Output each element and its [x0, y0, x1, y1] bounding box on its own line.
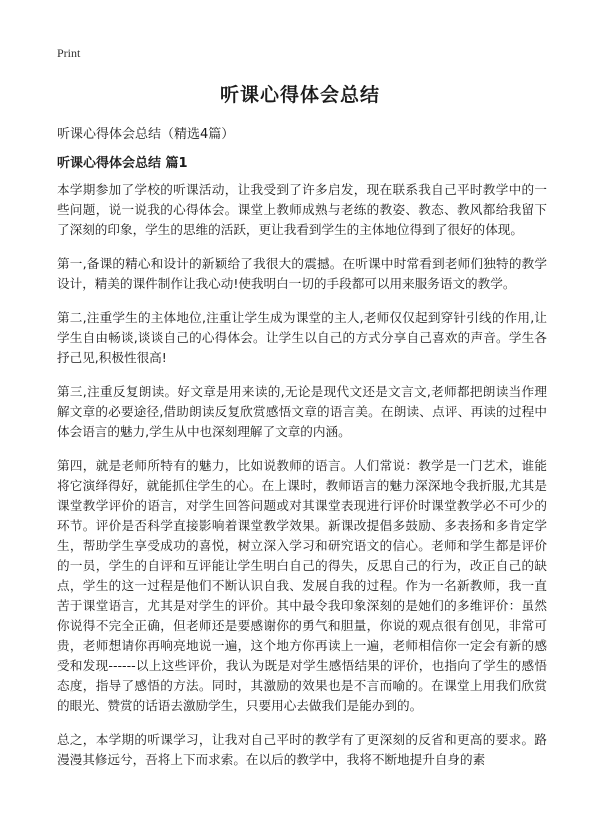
paragraph-fourth-point: 第四，就是老师所特有的魅力，比如说教师的语言。人们常说：教学是一门艺术，谁能将它演绎得好，就能抓住学生的心。在上课时，教师语言的魅力深深地令我折服,尤其是课堂教学评价的语言，对学生回答问题或对其课堂表现进行评价时课堂教学必不可少的环节。评价是否科学直接影响着课堂教学效果。新课改提倡多鼓励、多表扬和多肯定学生，帮助学生享受成功的喜悦，树立深入学习和研究语文的信心。老师和学生都是评价的一员，学生的自评和互评能让学生明白自己的得失，反思自己的行为，改正自己的缺点，学生的这一过程是他们不断认识自我、发展自我的过程。作为一名新教师，我一直苦于课堂语言，尤其是对学生的评价。其中最令我印象深刻的是她们的多维评价：虽然你说得不完全正确，但老师还是要感谢你的勇气和胆量，你说的观点很有创见，非常可贵，老师想请你再响亮地说一遍，这个地方你再读上一遍，老师相信你一定会有新的感受和发现------以上这些评价，我认为既是对学生感悟结果的评价，也指向了学生的感悟态度，指导了感悟的方法。同时，其激励的效果也是不言而喻的。在课堂上用我们欣赏的眼光、赞赏的话语去激励学生，只要用心去做我们是能办到的。: [57, 458, 547, 713]
paragraph-intro: 本学期参加了学校的听课活动，让我受到了许多启发，现在联系我自己平时教学中的一些问题，说一说我的心得体会。课堂上教师成熟与老练的教姿、教态、教风都给我留下了深刻的印象，学生的思维的活跃，更让我看到学生的主体地位得到了很好的体现。: [57, 182, 547, 237]
paragraph-second-point: 第二,注重学生的主体地位,注重让学生成为课堂的主人,老师仅仅起到穿针引线的作用,让学生自由畅谈,谈谈自己的心得体会。让学生以自己的方式分享自己喜欢的声音。学生各抒己见,积极性很高!: [57, 310, 547, 365]
paragraph-conclusion: 总之，本学期的听课学习，让我对自己平时的教学有了更深刻的反省和更高的要求。路漫漫其修远兮，吾将上下而求索。在以后的教学中，我将不断地提升自身的素: [57, 732, 547, 767]
paragraph-first-point: 第一,备课的精心和设计的新颖给了我很大的震撼。在听课中时常看到老师们独特的教学设计，精美的课件制作让我心动!使我明白一切的手段都可以用来服务语文的教学。: [57, 256, 547, 291]
paragraph-third-point: 第三,注重反复朗读。好文章是用来读的,无论是现代文还是文言文,老师都把朗读当作理解文章的必要途径,借助朗读反复欣赏感悟文章的语言美。在朗读、点评、再读的过程中体会语言的魅力,学生从中也深刻理解了文章的内涵。: [57, 384, 547, 439]
document-body: [57, 180, 547, 784]
document-title: 听课心得体会总结: [219, 84, 380, 106]
document-subtitle: 听课心得体会总结（精选4篇）: [57, 127, 235, 142]
section-heading: 听课心得体会总结 篇1: [57, 156, 188, 171]
print-label: Print: [57, 46, 81, 60]
